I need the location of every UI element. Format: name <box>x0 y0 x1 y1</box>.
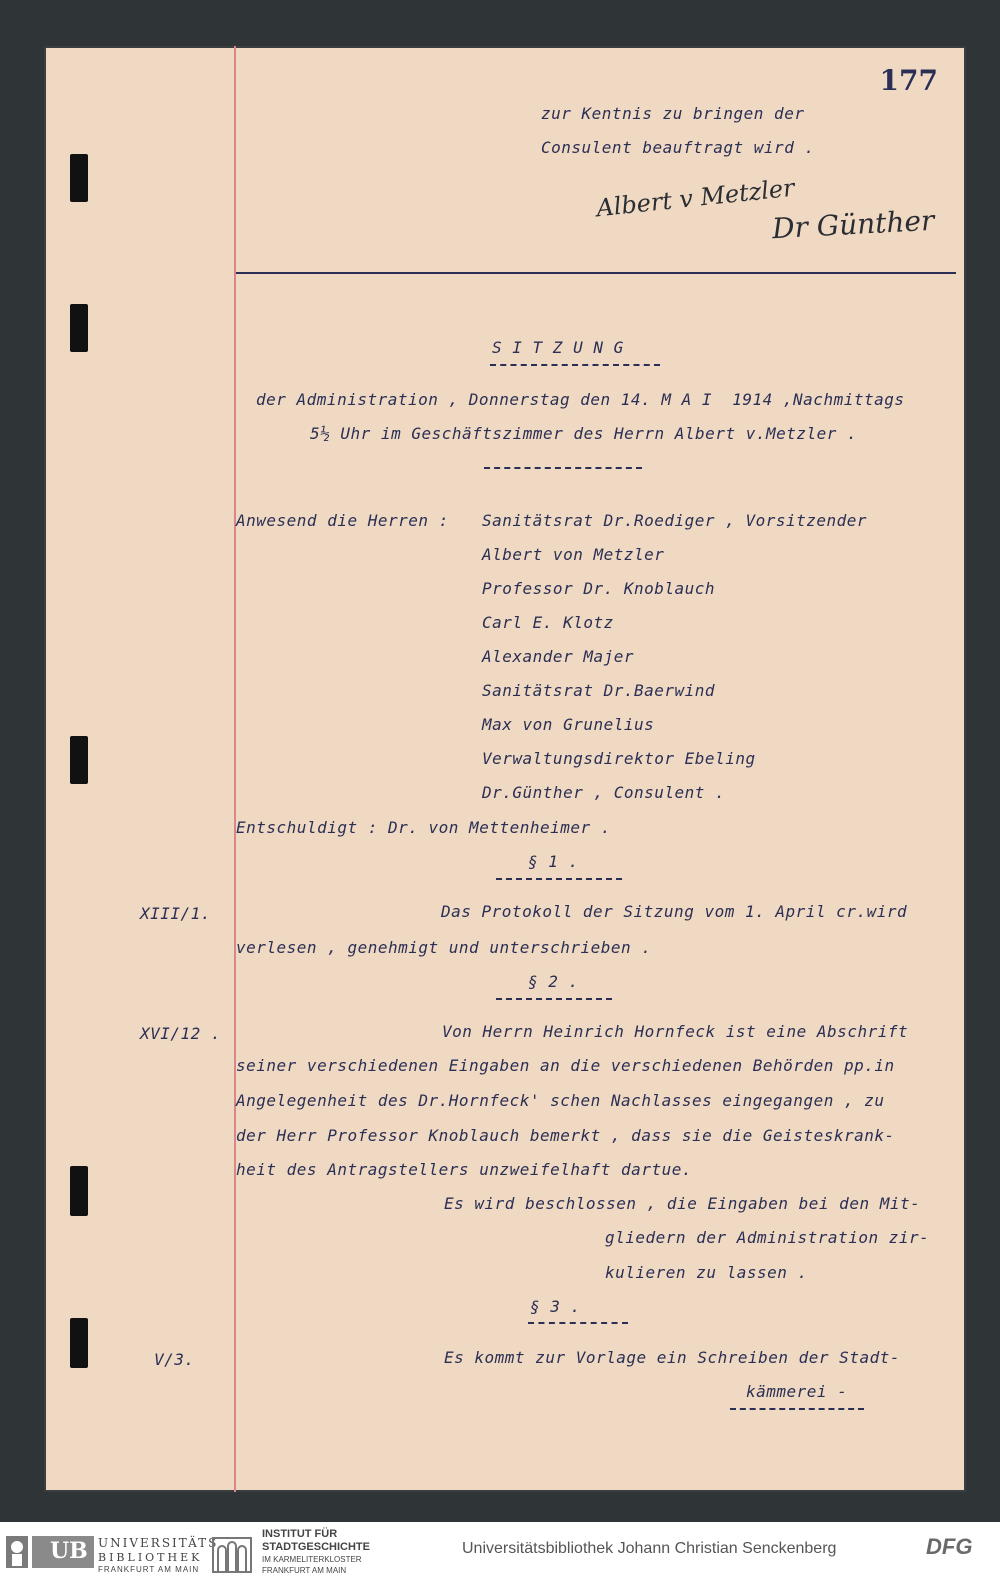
session-subtitle: der Administration , Donnerstag den 14. M A I 1914 ,Nachmittags <box>256 390 905 409</box>
isg-subtitle: IM KARMELITERKLOSTER <box>262 1555 362 1564</box>
session-subtitle: 5½ Uhr im Geschäftszimmer des Herrn Albert v.Metzler . <box>310 424 858 443</box>
ub-title: UNIVERSITÄTS <box>98 1536 219 1550</box>
page-number: 177 <box>879 64 938 97</box>
attendee: Carl E. Klotz <box>482 613 614 632</box>
attendee: Dr.Günther , Consulent . <box>482 783 726 802</box>
punch-hole <box>70 736 88 784</box>
ub-subtitle: BIBLIOTHEK <box>98 1551 203 1564</box>
attendee: Sanitätsrat Dr.Baerwind <box>482 681 716 700</box>
section-line: der Herr Professor Knoblauch bemerkt , dass sie die Geisteskrank- <box>236 1126 895 1145</box>
section-underline <box>528 1322 628 1324</box>
section-line: Es wird beschlossen , die Eingaben bei den Mit- <box>444 1194 921 1213</box>
isg-title: STADTGESCHICHTE <box>262 1541 370 1553</box>
attendees-label: Anwesend die Herren : <box>236 511 449 530</box>
punch-hole <box>70 154 88 202</box>
ub-logo-letters: UB <box>50 1538 88 1564</box>
isg-logo-icon <box>212 1532 252 1574</box>
dfg-logo: DFG <box>926 1534 973 1559</box>
title-underline <box>490 364 660 366</box>
punch-hole <box>70 1166 88 1216</box>
signature-guenther: Dr Günther <box>771 203 936 246</box>
session-title: S I T Z U N G <box>492 338 624 357</box>
attendee: Max von Grunelius <box>482 715 655 734</box>
attendee: Alexander Majer <box>482 647 634 666</box>
footer-bar <box>0 1522 1000 1585</box>
attendee: Professor Dr. Knoblauch <box>482 579 716 598</box>
section-line: verlesen , genehmigt und unterschrieben . <box>236 938 652 957</box>
punch-hole <box>70 1318 88 1368</box>
document-page <box>44 46 966 1492</box>
header-line: zur Kentnis zu bringen der <box>541 104 805 123</box>
excused-line: Entschuldigt : Dr. von Mettenheimer . <box>236 818 611 837</box>
section-heading: § 2 . <box>528 972 579 991</box>
section-line: kämmerei - <box>746 1382 848 1401</box>
divider-line <box>236 272 956 274</box>
attendee: Albert von Metzler <box>482 545 665 564</box>
section-line: heit des Antragstellers unzweifelhaft dartue. <box>236 1160 692 1179</box>
ub-location: FRANKFURT AM MAIN <box>98 1565 200 1574</box>
section-line: Angelegenheit des Dr.Hornfeck' schen Nachlasses eingegangen , zu <box>236 1091 885 1110</box>
section-underline <box>496 998 612 1000</box>
section-line: Das Protokoll der Sitzung vom 1. April cr.wird <box>441 902 908 921</box>
header-line: Consulent beauftragt wird . <box>541 138 815 157</box>
section-ref: V/3. <box>154 1350 195 1369</box>
section-ref: XVI/12 . <box>140 1024 222 1043</box>
signature-metzler: Albert v Metzler <box>595 173 796 223</box>
isg-location: FRANKFURT AM MAIN <box>262 1566 347 1575</box>
margin-line <box>234 46 236 1492</box>
section-ref: XIII/1. <box>140 904 211 923</box>
section-line: Von Herrn Heinrich Hornfeck ist eine Abschrift <box>442 1022 909 1041</box>
library-name: Universitätsbibliothek Johann Christian Senckenberg <box>462 1540 837 1557</box>
section-line: seiner verschiedenen Eingaben an die verschiedenen Behörden pp.in <box>236 1056 895 1075</box>
punch-hole <box>70 304 88 352</box>
section-heading: § 3 . <box>530 1297 581 1316</box>
section-line: kulieren zu lassen . <box>605 1263 808 1282</box>
section-underline <box>496 878 622 880</box>
end-underline <box>730 1408 864 1410</box>
subtitle-underline <box>484 467 642 469</box>
section-heading: § 1 . <box>528 852 579 871</box>
section-line: Es kommt zur Vorlage ein Schreiben der Stadt- <box>444 1348 900 1367</box>
isg-title: INSTITUT FÜR <box>262 1528 338 1540</box>
section-line: gliedern der Administration zir- <box>605 1228 930 1247</box>
attendee: Verwaltungsdirektor Ebeling <box>482 749 756 768</box>
attendee: Sanitätsrat Dr.Roediger , Vorsitzender <box>482 511 868 530</box>
